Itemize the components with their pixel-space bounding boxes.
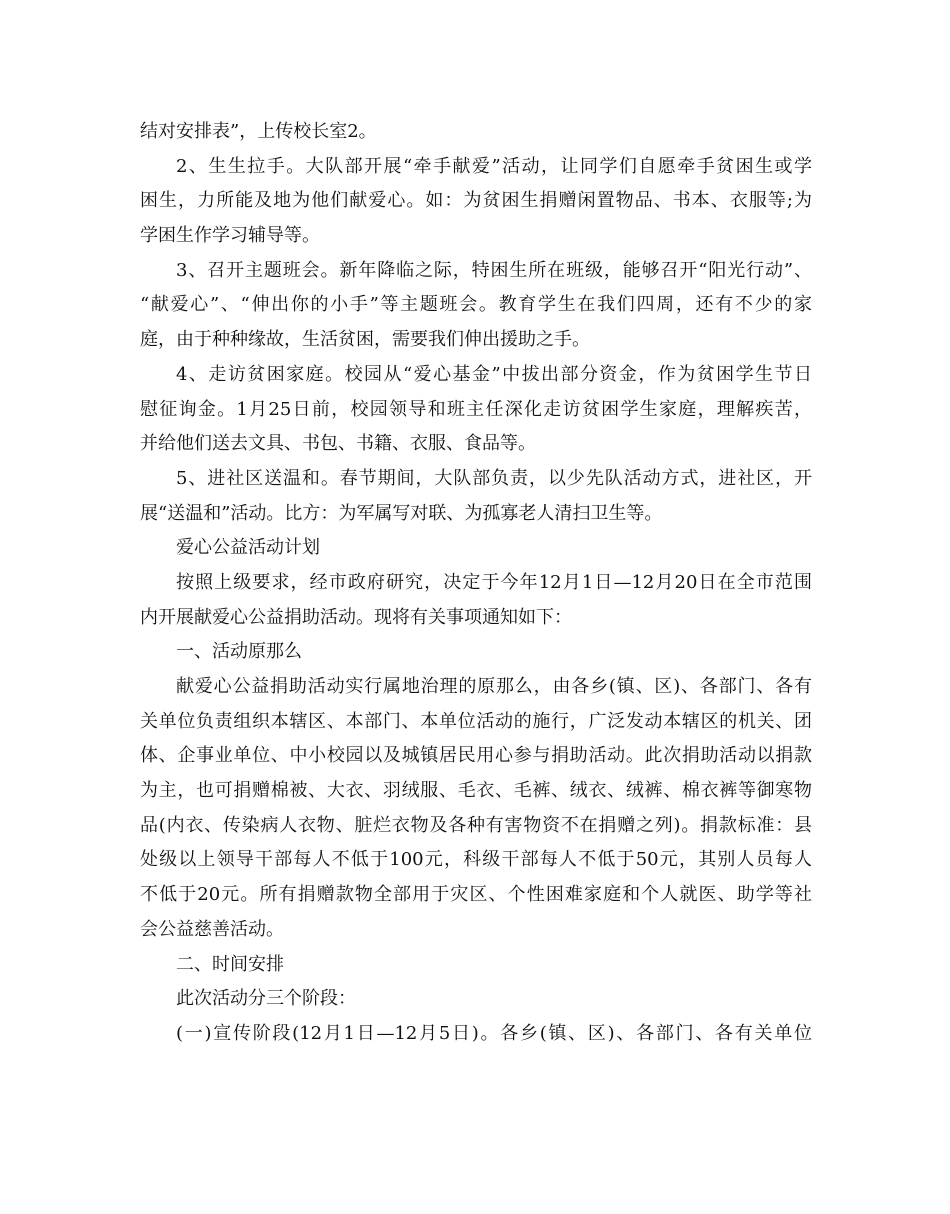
section-heading: 二、时间安排: [176, 953, 284, 975]
paragraph-line: “献爱心”、“伸出你的小手”等主题班会。教育学生在我们四周，还有不少的家: [140, 294, 812, 316]
paragraph-line: 不低于20元。所有捐赠款物全部用于灾区、个性困难家庭和个人就医、助学等社: [140, 884, 812, 906]
paragraph-line: (一)宣传阶段(12月1日—12月5日)。各乡(镇、区)、各部门、各有关单位: [176, 1022, 812, 1044]
paragraph-line: 慰征询金。1月25日前，校园领导和班主任深化走访贫困学生家庭，理解疾苦，: [140, 398, 812, 420]
document-body: [140, 115, 812, 1052]
paragraph-line: 品(内衣、传染病人衣物、脏烂衣物及各种有害物资不在捐赠之列)。捐款标准：县: [140, 814, 812, 836]
paragraph-line: 庭，由于种种缘故，生活贫困，需要我们伸出援助之手。: [140, 329, 590, 351]
paragraph-line: 献爱心公益捐助活动实行属地治理的原那么，由各乡(镇、区)、各部门、各有: [176, 676, 812, 697]
paragraph-line: 结对安排表”，上传校长室2。: [140, 121, 377, 142]
paragraph-line: 学困生作学习辅导等。: [140, 225, 320, 247]
paragraph-line: 内开展献爱心公益捐助活动。现将有关事项通知如下：: [140, 606, 572, 628]
paragraph-line: 3、召开主题班会。新年降临之际，特困生所在班级，能够召开“阳光行动”、: [176, 259, 812, 281]
paragraph-line: 处级以上领导干部每人不低于100元，科级干部每人不低于50元，其别人员每人: [140, 849, 812, 871]
paragraph-line: 会公益慈善活动。: [140, 918, 284, 940]
paragraph-line: 展“送温和”活动。比方：为军属写对联、为孤寡老人清扫卫生等。: [140, 502, 663, 524]
paragraph-line: 体、企事业单位、中小校园以及城镇居民用心参与捐助活动。此次捐助活动以捐款: [140, 745, 812, 767]
paragraph-line: 为主，也可捐赠棉被、大衣、羽绒服、毛衣、毛裤、绒衣、绒裤、棉衣裤等御寒物: [140, 780, 812, 802]
paragraph-line: 5、进社区送温和。春节期间，大队部负责，以少先队活动方式，进社区，开: [176, 467, 812, 489]
paragraph-line: 按照上级要求，经市政府研究，决定于今年12月1日—12月20日在全市范围: [176, 571, 812, 593]
section-heading: 一、活动原那么: [176, 641, 302, 663]
paragraph-line: 2、生生拉手。大队部开展“牵手献爱”活动，让同学们自愿牵手贫困生或学: [176, 155, 812, 177]
paragraph-line: 关单位负责组织本辖区、本部门、本单位活动的施行，广泛发动本辖区的机关、团: [140, 710, 812, 732]
paragraph-line: 困生，力所能及地为他们献爱心。如：为贫困生捐赠闲置物品、书本、衣服等;为: [140, 190, 812, 212]
paragraph-line: 此次活动分三个阶段：: [176, 988, 356, 1010]
section-heading: 爱心公益活动计划: [176, 537, 320, 559]
paragraph-line: 4、走访贫困家庭。校园从“爱心基金”中拔出部分资金，作为贫困学生节日: [176, 363, 812, 385]
paragraph-line: 并给他们送去文具、书包、书籍、衣服、食品等。: [140, 433, 536, 455]
